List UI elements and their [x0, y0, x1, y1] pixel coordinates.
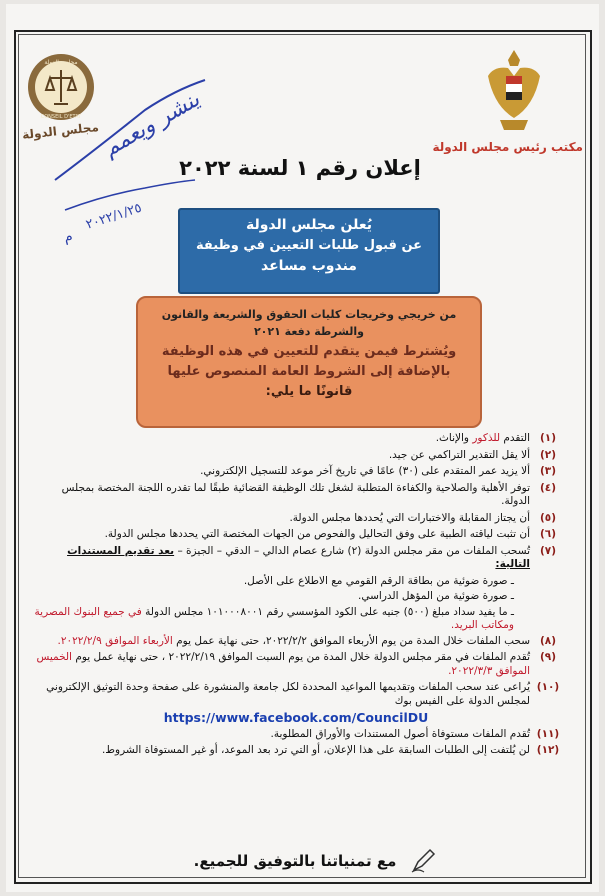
- condition-text: لن يُلتفت إلى الطلبات السابقة على هذا الإعلان، أو التي ترد بعد الموعد، أو غير المستوفاة الشروط.: [101, 744, 530, 756]
- announcement-title: إعلان رقم ١ لسنة ٢٠٢٢: [179, 156, 421, 180]
- condition-number: (٤): [539, 481, 557, 494]
- condition-text: أن يجتاز المقابلة والاختبارات التي يُحددها مجلس الدولة.: [289, 511, 530, 524]
- pen-icon: [410, 848, 436, 874]
- condition-item: [30, 635, 562, 649]
- fee-text: ـ ما يفيد سداد مبلغ (٥٠٠) جنيه على الكود المؤسسي رقم ١٠١٠٠٠٨٠٠١ مجلس الدولة: [145, 605, 514, 618]
- condition-item: [30, 651, 562, 678]
- document-requirement: [30, 606, 562, 633]
- condition-text: توفر الأهلية والصلاحية والكفاءة المتطلبة لشغل تلك الوظيفة القضائية طبقًا لما تقدره اللجنة المختصة بمجلس الدولة.: [61, 481, 530, 507]
- announcement-line1: يُعلن مجلس الدولة: [245, 217, 373, 233]
- eligibility-line4: بالإضافة إلى الشروط العامة المنصوص عليها: [167, 364, 451, 379]
- condition-item: [30, 681, 562, 708]
- eligibility-box: [136, 296, 482, 428]
- condition-number: (٩): [539, 651, 557, 663]
- condition-item: [30, 728, 562, 742]
- eligibility-line1: من خريجي وخريجات كليات الحقوق والشريعة والقانون: [161, 308, 457, 321]
- condition-item: [30, 449, 562, 463]
- deadline-text: الأربعاء الموافق ٢٠٢٢/٢/٩.: [57, 634, 173, 647]
- fee-banks-text: في جميع البنوك المصرية ومكاتب البريد.: [34, 605, 514, 631]
- deadline-text: الخميس الموافق ٢٠٢٢/٣/٣.: [36, 651, 530, 677]
- required-documents-heading: بعد تقديم المستندات التالية:: [67, 544, 530, 570]
- eligibility-line3: ويُشترط فيمن يتقدم للتعيين في هذه الوظيفة: [161, 344, 457, 359]
- condition-number: (١): [539, 432, 557, 444]
- condition-number: (١٢): [536, 744, 560, 756]
- conditions-list: [30, 432, 562, 761]
- facebook-link[interactable]: https://www.facebook.com/CouncilDU: [163, 710, 429, 725]
- condition-item: [30, 545, 562, 572]
- condition-text: ألا يقل التقدير التراكمي عن جيد.: [388, 448, 530, 461]
- condition-item: [30, 512, 562, 526]
- signature-line1: ينشر ويعمم: [99, 86, 205, 162]
- eligibility-line5: قانونًا ما يلي:: [265, 384, 353, 399]
- condition-item: [30, 482, 562, 509]
- condition-item: [30, 528, 562, 542]
- condition-number: (١٠): [536, 681, 560, 693]
- egypt-eagle-icon: [484, 46, 544, 136]
- document-requirement: ـ صورة ضوئية من المؤهل الدراسي.: [358, 590, 514, 602]
- condition-text: يُراعى عند سحب الملفات وتقديمها المواعيد المحددة لكل جامعة والمنشورة على صفحة وحدة التوثيق الإلكتروني لمجلس الدولة على الفيس بوك: [46, 681, 530, 707]
- closing-message: مع تمنياتنا بالتوفيق للجميع.: [193, 852, 397, 870]
- eligibility-line2: والشرطة دفعة ٢٠٢١: [253, 325, 365, 338]
- condition-item: [30, 465, 562, 479]
- condition-number: (٧): [539, 544, 557, 557]
- condition-number: (٥): [539, 511, 557, 524]
- condition-item: [30, 744, 562, 758]
- condition-text: تُقدم الملفات مستوفاة أصول المستندات والأوراق المطلوبة.: [270, 727, 530, 740]
- job-title: مندوب مساعد: [261, 258, 357, 274]
- condition-text: سحب الملفات خلال المدة من يوم الأربعاء الموافق ٢٠٢٢/٢/٢، حتى نهاية عمل يوم: [172, 634, 530, 647]
- condition-text: أن تثبت لياقته الطبية على وفق التحاليل والفحوص من الجهات المختصة التي يحددها مجلس الدولة.: [104, 528, 530, 540]
- condition-highlight: للذكور: [472, 432, 501, 444]
- announcement-line2: عن قبول طلبات التعيين في وظيفة: [195, 238, 423, 253]
- condition-number: (٦): [539, 528, 557, 540]
- condition-number: (٣): [539, 465, 557, 477]
- announcement-box: [178, 208, 440, 294]
- document-requirement: ـ صورة ضوئية من بطاقة الرقم القومي مع الاطلاع على الأصل.: [243, 574, 514, 587]
- condition-text: والإناث.: [435, 432, 473, 444]
- condition-text: تُسحب الملفات من مقر مجلس الدولة (٢) شارع عصام الدالي – الدقي – الجيزة –: [174, 544, 530, 557]
- condition-text: التقدم: [500, 432, 530, 444]
- seal-caption: مجلس الدولة: [21, 120, 100, 142]
- condition-number: (١١): [536, 727, 560, 740]
- condition-text: تُقدم الملفات في مقر مجلس الدولة خلال المدة من يوم السبت الموافق ٢٠٢٢/٢/١٩ ، حتى نهاية عمل يوم: [71, 651, 530, 663]
- condition-number: (٨): [539, 634, 557, 647]
- condition-text: ألا يزيد عمر المتقدم على (٣٠) عامًا في تاريخ آخر موعد للتسجيل الإلكتروني.: [200, 465, 530, 477]
- signature-initials: م: [61, 228, 75, 246]
- seal-top-text: مجلس الدولة: [44, 59, 78, 66]
- seal-bottom-text: CONSEIL D'ETAT: [40, 114, 82, 120]
- signature-date: ٢٠٢٢/١/٢٥: [84, 200, 144, 233]
- office-name: مكتب رئيس مجلس الدولة: [432, 140, 583, 154]
- condition-item: [30, 432, 562, 446]
- condition-number: (٢): [539, 448, 557, 461]
